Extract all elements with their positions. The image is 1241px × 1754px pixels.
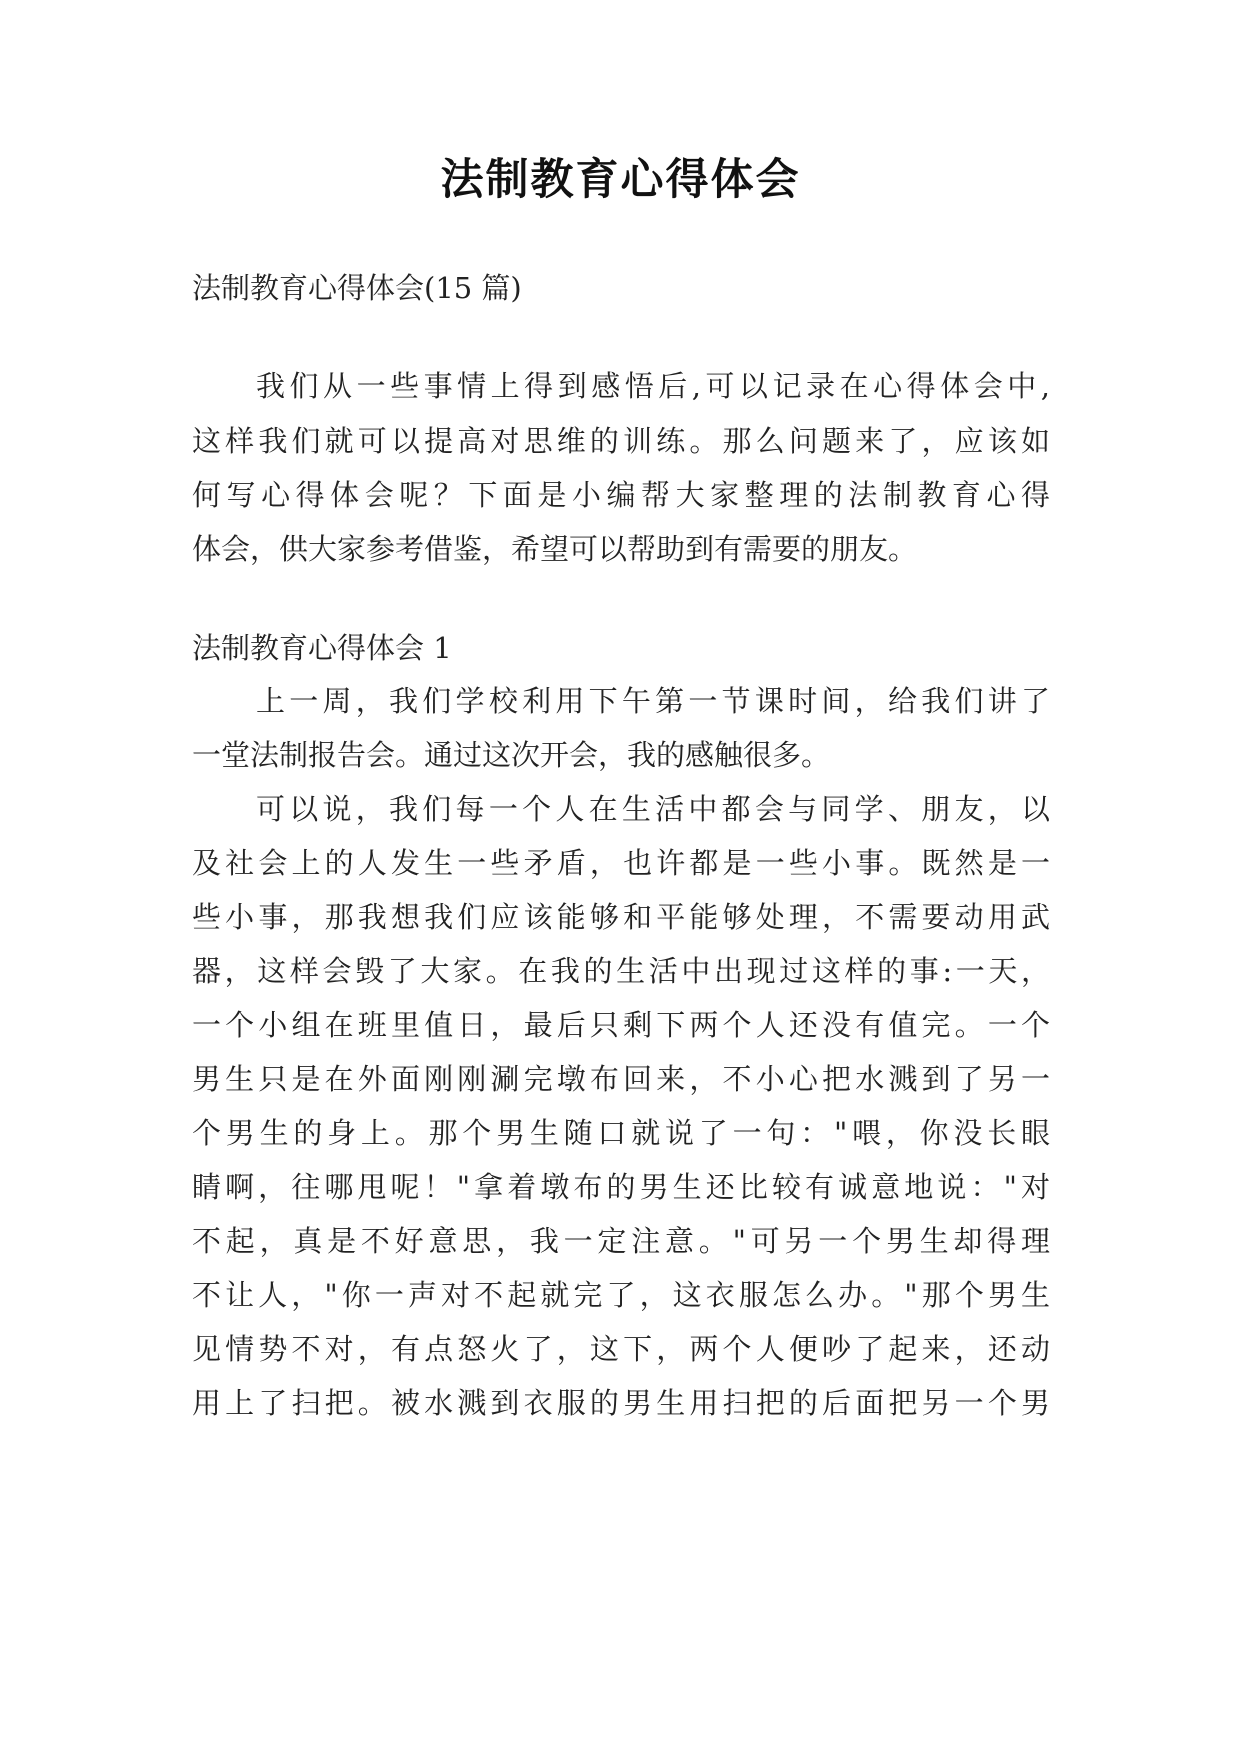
intro-line: 体会，供大家参考借鉴，希望可以帮助到有需要的朋友。 <box>192 532 918 566</box>
paragraph-line: 上一周，我们学校利用下午第一节课时间，给我们讲了 <box>256 684 1050 718</box>
section-heading: 法制教育心得体会 1 <box>192 631 452 665</box>
document-subtitle: 法制教育心得体会(15 篇) <box>192 271 522 305</box>
paragraph-line: 器，这样会毁了大家。在我的生活中出现过这样的事:一天， <box>192 954 1050 988</box>
paragraph-line: 睛啊，往哪甩呢！"拿着墩布的男生还比较有诚意地说："对 <box>192 1170 1050 1204</box>
paragraph-line: 及社会上的人发生一些矛盾，也许都是一些小事。既然是一 <box>192 846 1050 880</box>
intro-line: 何写心得体会呢？下面是小编帮大家整理的法制教育心得 <box>192 478 1050 512</box>
intro-line: 我们从一些事情上得到感悟后,可以记录在心得体会中, <box>256 369 1050 403</box>
paragraph-line: 可以说，我们每一个人在生活中都会与同学、朋友，以 <box>256 792 1050 826</box>
paragraph-line: 个男生的身上。那个男生随口就说了一句："喂，你没长眼 <box>192 1116 1050 1150</box>
paragraph-line: 不起，真是不好意思，我一定注意。"可另一个男生却得理 <box>192 1224 1050 1258</box>
paragraph-line: 男生只是在外面刚刚涮完墩布回来，不小心把水溅到了另一 <box>192 1062 1050 1096</box>
paragraph-line: 一个小组在班里值日，最后只剩下两个人还没有值完。一个 <box>192 1008 1050 1042</box>
document-title: 法制教育心得体会 <box>440 155 801 205</box>
paragraph-line: 不让人，"你一声对不起就完了，这衣服怎么办。"那个男生 <box>192 1278 1050 1312</box>
paragraph-line: 见情势不对，有点怒火了，这下，两个人便吵了起来，还动 <box>192 1332 1050 1366</box>
paragraph-line: 用上了扫把。被水溅到衣服的男生用扫把的后面把另一个男 <box>192 1386 1050 1420</box>
intro-line: 这样我们就可以提高对思维的训练。那么问题来了，应该如 <box>192 424 1050 458</box>
paragraph-line: 一堂法制报告会。通过这次开会，我的感触很多。 <box>192 738 831 772</box>
paragraph-line: 些小事，那我想我们应该能够和平能够处理，不需要动用武 <box>192 900 1050 934</box>
